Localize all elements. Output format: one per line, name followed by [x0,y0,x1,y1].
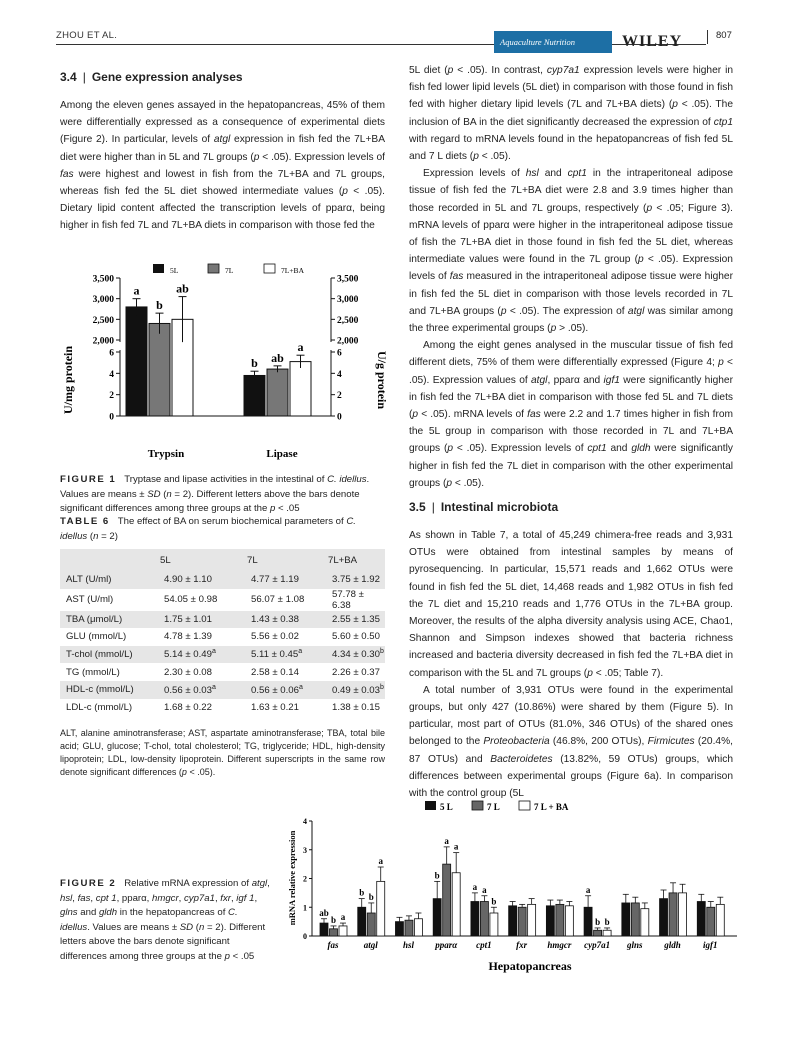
bar-igf1-1 [697,902,705,937]
axis-break [328,342,334,350]
y-tick-label-right: 2,000 [337,336,359,347]
cell-value: 5.60 ± 0.50 [332,631,380,643]
bar-hmgcr-2 [556,904,564,936]
table-row [60,646,385,664]
table-row [60,571,385,589]
table-cell [237,646,322,664]
cell-value: 0.56 ± 0.03 [164,684,212,696]
table-cell [237,571,322,589]
y-tick-label-right: 6 [337,348,342,359]
cell-value: 1.43 ± 0.38 [251,613,299,625]
significance-letter: a [133,283,140,298]
legend-swatch-5l [425,801,436,810]
cell-value: 5.11 ± 0.45 [251,649,299,661]
y-tick-label: 1 [303,903,307,913]
cell-value: LDL-c (mmol/L) [66,701,133,713]
bar-fas-1 [320,923,328,936]
bar-gldh-3 [679,893,687,936]
significance-superscript: b [379,648,384,656]
bar-glns-1 [622,903,630,936]
y-tick-label-left: 3,000 [92,295,114,306]
table-cell [60,571,152,589]
y-tick-label: 2 [303,874,307,884]
table-cell [60,663,152,681]
cell-value: 57.78 ± 6.38 [332,588,364,611]
cell-value: GLU (mmol/L) [66,631,127,643]
significance-letter: b [251,356,258,371]
legend-label-5l: 5L [170,266,179,275]
bar-trypsin-1 [126,307,147,416]
table-row [60,681,385,699]
section-title: Gene expression analyses [91,70,243,84]
table-cell [322,628,385,646]
bar-lipase-1 [244,375,265,416]
caption-text: Tryptase and lipase activities in the intestinal of C. idellus. Values are means ± SD (n = 2). Different letters above the bars denote significant differences among three groups at the p < .05 [60,474,370,514]
bar-gldh-2 [669,893,677,936]
cell-value: 1.38 ± 0.15 [332,701,380,713]
table-cell [152,681,237,699]
significance-letter: b [434,870,440,881]
cell-value: 3.75 ± 1.92 [332,574,380,586]
bar-fxr-3 [528,904,536,936]
figure-1-chart [56,258,396,463]
table-cell [237,628,322,646]
table-row [60,589,385,611]
significance-superscript: a [298,648,303,656]
bar-trypsin-2 [149,323,170,416]
table-cell [152,663,237,681]
figure-2-legend [425,801,569,812]
paragraph-text: As shown in Table 7, a total of 45,249 chimera-free reads and 3,931 OTUs were obtained from intestinal samples by means of pyrosequencing. In particular, 15,571 reads and 1,662 OTUs were found in fish fed the 5L diet, 14,468 reads and 1,982 OTUs in fish fed the 7L diet and 15,210 reads and 1,776 OTUs in the 7L+BA group. Moreover, the results of the alpha diversity analysis using ACE, Chao1, Shannon and Simpson indexes showed that bacteria richness increased and bacteria diversity decreased in fish fed the 7L+BA diet in comparison with the 5L and 7L groups (p < .05; Table 7). [409,530,733,679]
significance-letter: a [444,835,449,846]
bar-gldh-1 [660,899,668,936]
journal-badge: Aquaculture Nutrition [494,31,612,53]
bar-glns-3 [641,909,649,936]
bar-cyp7a1-3 [603,930,611,936]
bar-glns-2 [631,903,639,936]
significance-superscript: a [211,683,216,691]
paragraph-text: A total number of 3,931 OTUs were found in the experimental groups, but only 427 (10.86%) were shared by them (Figure 5). In particular, most part of OTUs (81.0%, 346 OTUs) of the shared ones belonged to the Proteobacteria (46.8%, 200 OTUs), Firmicutes (20.4%, 87 OTUs) and Bacteroidetes (13.82%, 59 OTUs) groups, which differences between experimental groups (Figure 6a). In comparison with the control group (5L [409,684,733,800]
y-tick-label-right: 3,000 [337,295,359,306]
bar-fxr-2 [518,907,526,936]
cell-value: ALT (U/ml) [66,574,112,586]
table-cell [60,681,152,699]
publisher-logo: WILEY [622,33,683,50]
legend-swatch-7lba [519,801,530,810]
bar-lipase-3 [290,362,311,416]
table-cell [60,646,152,664]
bar-atgl-2 [367,913,375,936]
cell-value: TG (mmol/L) [66,666,120,678]
x-tick-label: atgl [363,940,378,950]
figure-1-caption [60,473,385,517]
y-axis-label-right: U/g protein [375,350,389,410]
table-cell [237,663,322,681]
cell-value: 2.30 ± 0.08 [164,666,212,678]
significance-letter: a [472,881,478,892]
y-tick-label-left: 2,500 [92,315,114,326]
significance-letter: a [585,884,591,895]
table-cell [152,699,237,717]
x-tick-label: cyp7a1 [584,940,611,950]
significance-letter: a [378,856,383,866]
bar-cpt1-3 [490,913,498,936]
table-cell [322,663,385,681]
y-tick-label-left: 2 [109,391,114,402]
table-header-cell: 5L [152,549,237,571]
significance-letter: ab [176,281,189,296]
figure-2-caption [60,877,270,964]
bar-pparα-3 [452,873,460,936]
y-tick-label: 0 [303,932,307,941]
legend-label-7lba: 7L+BA [281,266,304,275]
paragraph-text: 5L diet (p < .05). In contrast, cyp7a1 expression levels were higher in fish fed lower lipid levels (5L diet) in comparison with those found in fish fed with higher dietary lipid levels (7L and 7L+BA diets) (p < .05). The inclusion of BA in the diet significantly decreased the expression of ctp1 with regard to mRNA levels found in the hepatopancreas of fish fed 5L and 7 L diets (p < .05). [409,65,734,163]
bar-atgl-1 [358,907,366,936]
legend-swatch-7lba [264,264,275,273]
microbiota-text [409,527,733,802]
table-cell [322,589,385,611]
y-axis-label-left: U/mg protein [61,345,75,415]
table-row [60,663,385,681]
cell-value: 4.77 ± 1.19 [251,574,299,586]
figure-2-chart [282,796,742,976]
legend-label-7l: 7L [225,266,234,275]
section-title: Intestinal microbiota [440,500,559,514]
bar-atgl-3 [377,881,385,936]
bar-hsl-1 [395,922,403,936]
table-cell [60,628,152,646]
table-cell [237,589,322,611]
gene-expression-paragraph [60,97,385,235]
x-label-trypsin: Trypsin [147,448,185,460]
table-row [60,628,385,646]
significance-letter: b [330,914,337,925]
x-tick-label: cpt1 [476,940,492,950]
significance-letter: b [604,916,610,927]
caption-label: FIGURE 2 [60,878,117,889]
significance-superscript: a [298,683,303,691]
table-cell [237,611,322,629]
cell-value: 0.56 ± 0.06 [251,684,299,696]
table-cell [152,646,237,664]
axis-break [117,342,123,350]
cell-value: 1.68 ± 0.22 [164,701,212,713]
bar-cpt1-1 [471,902,479,937]
significance-superscript: a [211,648,216,656]
table-cell [60,589,152,611]
cell-value: 2.55 ± 1.35 [332,613,380,625]
table-cell [152,628,237,646]
y-tick-label-left: 6 [109,348,114,359]
table-cell [322,571,385,589]
y-tick-label-left: 3,500 [92,274,114,285]
table-cell [322,699,385,717]
table-cell [60,699,152,717]
x-tick-label: igf1 [703,940,718,950]
bar-cyp7a1-1 [584,907,592,936]
y-tick-label-left: 4 [109,369,114,380]
significance-letter: b [156,298,163,313]
y-tick-label-left: 0 [109,412,114,423]
page-number: 807 [716,30,732,41]
legend-label-7l: 7 L [487,802,500,812]
bar-fas-3 [339,926,347,936]
y-axis-label: mRNA relative expression [287,830,297,926]
paragraph-text: Among the eight genes analysed in the muscular tissue of fish fed different diets, 75% of them were differentially expressed (Figure 4; p < .05). Expression values of atgl, pparα and igf1 were significantly higher in fish fed the 7L+BA diet in comparison with those fed 5L and 7L diets (p < .05). mRNA levels of fas were 2.2 and 1.7 times higher in fish from the 5L group in comparison with those recorded in 7L and 7L+BA groups (p < .05). Expression levels of cpt1 and gldh were significantly higher in fish fed the 7L diet in comparison with the other experimental groups (p < .05). [409,340,734,489]
table-cell [322,681,385,699]
cell-value: 4.78 ± 1.39 [164,631,212,643]
significance-letter: a [297,340,304,355]
legend-label-5l: 5 L [440,802,453,812]
bar-hsl-3 [414,919,422,936]
table-header-row [60,549,385,571]
cell-value: 0.49 ± 0.03 [332,684,380,696]
significance-letter: b [368,891,374,902]
table-header-cell: 7L [237,549,322,571]
cell-value: 5.56 ± 0.02 [251,631,299,643]
bar-fas-2 [330,929,338,936]
bar-cpt1-2 [480,902,488,937]
x-tick-label: glns [627,940,643,950]
significance-letter: b [595,916,601,927]
cell-value: 5.14 ± 0.49 [164,649,212,661]
running-author: ZHOU ET AL. [56,30,118,41]
y-tick-label-right: 2 [337,391,342,402]
x-tick-label: hmgcr [547,940,572,950]
paragraph-text: Among the eleven genes assayed in the hepatopancreas, 45% of them were differentially expressed as a consequence of experimental diets (Figure 2). In particular, levels of atgl expression in fish fed the 7L+BA diet were higher than in 5L and 7L groups (p < .05). Expression levels of fas were highest and lowest in fish from the 7L+BA and 7L groups, whereas fish fed the 5L diet showed intermediate values (p < .05). Dietary lipid content affected the transcription levels of pparα, being higher in fish fed 7L and 7L+BA diets in comparison with those fed the [60,100,385,232]
table-cell [152,571,237,589]
y-tick-label-left: 2,000 [92,336,114,347]
y-tick-label: 3 [303,845,307,855]
x-tick-label: fxr [516,940,528,950]
section-number: 3.4 [60,70,77,84]
bar-hmgcr-3 [565,906,573,936]
y-tick-label: 4 [303,817,307,826]
legend-swatch-7l [208,264,219,273]
x-tick-label: gldh [664,940,681,950]
significance-letter: a [340,912,346,923]
figure-1-legend [153,264,305,275]
table-cell [322,611,385,629]
bar-cyp7a1-2 [594,930,602,936]
x-tick-label: pparα [435,940,458,950]
table-cell [60,611,152,629]
significance-letter: b [359,887,365,898]
cell-value: 56.07 ± 1.08 [251,594,305,606]
x-tick-label: hsl [402,940,414,950]
legend-label-7lba: 7 L + BA [534,802,569,812]
cell-value: 4.90 ± 1.10 [164,574,212,586]
table-header-cell [60,549,152,571]
paragraph-text: Expression levels of hsl and cpt1 in the intraperitoneal adipose tissue of fish fed the 7L+BA diet were 2.8 and 3.9 times higher than those recorded in 5L and 7L groups, respectively (p < .05; Figure 3). mRNA levels of pparα were higher in the intraperitoneal adipose tissue of fish the 7L+BA diet in those found in fish fed the 5L diet, whereas intermediate values were found in the 7L group (p < .05). Expression levels of fas measured in the intraperitoneal adipose tissue were higher in fish fed the 5L diet in comparison with those levels recorded in 7L and 7L+BA groups (p < .05). The expression of atgl was similar among the three experimental groups (p > .05). [409,168,734,335]
table-header-cell: 7L+BA [322,549,385,571]
bar-pparα-2 [443,864,451,936]
significance-letter: a [453,841,459,852]
cell-value: T-chol (mmol/L) [66,649,133,661]
cell-value: 4.34 ± 0.30 [332,649,380,661]
table-cell [322,646,385,664]
header-divider [707,30,708,44]
caption-label: FIGURE 1 [60,474,117,485]
cell-value: TBA (μmol/L) [66,613,123,625]
section-3-5-heading: 3.5 | Intestinal microbiota [409,500,559,514]
bar-igf1-3 [716,904,724,936]
x-axis-title: Hepatopancreas [488,959,572,973]
table-row [60,611,385,629]
x-label-lipase: Lipase [266,448,298,460]
table-cell [152,589,237,611]
bar-hmgcr-1 [546,906,554,936]
table-row [60,699,385,717]
table-6-footnote: ALT, alanine aminotransferase; AST, aspartate aminotransferase; TBA, total bile acid; GLU, glucose; T-chol, total cholesterol; TG, triglyceride; HDL, high-density lipoprotein; LDL, low-density lipoprotein. Different superscripts in the same row denote significant differences (p < .05). [60,728,385,777]
y-tick-label-right: 4 [337,369,342,380]
bar-igf1-2 [707,907,715,936]
y-tick-label-right: 3,500 [337,274,359,285]
cell-value: HDL-c (mmol/L) [66,684,134,696]
x-tick-label: fas [327,940,339,950]
section-3-4-heading: 3.4 | Gene expression analyses [60,70,243,84]
caption-text: The effect of BA on serum biochemical parameters of C. idellus (n = 2) [60,516,356,542]
bar-pparα-1 [433,899,441,936]
table-6-caption [60,515,385,544]
caption-label: TABLE 6 [60,516,110,527]
table-cell [152,611,237,629]
significance-letter: b [491,896,497,907]
table-6 [60,549,385,716]
right-column-text [409,62,733,492]
significance-letter: ab [271,350,284,365]
section-number: 3.5 [409,500,426,514]
cell-value: 54.05 ± 0.98 [164,594,218,606]
bar-hsl-2 [405,920,413,936]
significance-superscript: b [379,683,384,691]
bar-fxr-1 [509,906,517,936]
significance-letter: a [482,884,487,895]
cell-value: 2.26 ± 0.37 [332,666,380,678]
table-cell [237,681,322,699]
cell-value: 1.75 ± 1.01 [164,613,212,625]
cell-value: 2.58 ± 0.14 [251,666,299,678]
caption-text: Relative mRNA expression of atgl, hsl, fas, cpt 1, pparα, hmgcr, cyp7a1, fxr, igf 1, glns and gldh in the hepatopancreas of C. idellus. Values are means ± SD (n = 2). Different letters above the bars denote significant differences among three groups at the p < .05 [60,878,270,962]
y-tick-label-right: 2,500 [337,315,359,326]
legend-swatch-5l [153,264,164,273]
cell-value: AST (U/ml) [66,594,114,606]
y-tick-label-right: 0 [337,412,342,423]
significance-letter: ab [319,907,329,918]
table-cell [237,699,322,717]
cell-value: 1.63 ± 0.21 [251,701,299,713]
legend-swatch-7l [472,801,483,810]
bar-lipase-2 [267,369,288,416]
